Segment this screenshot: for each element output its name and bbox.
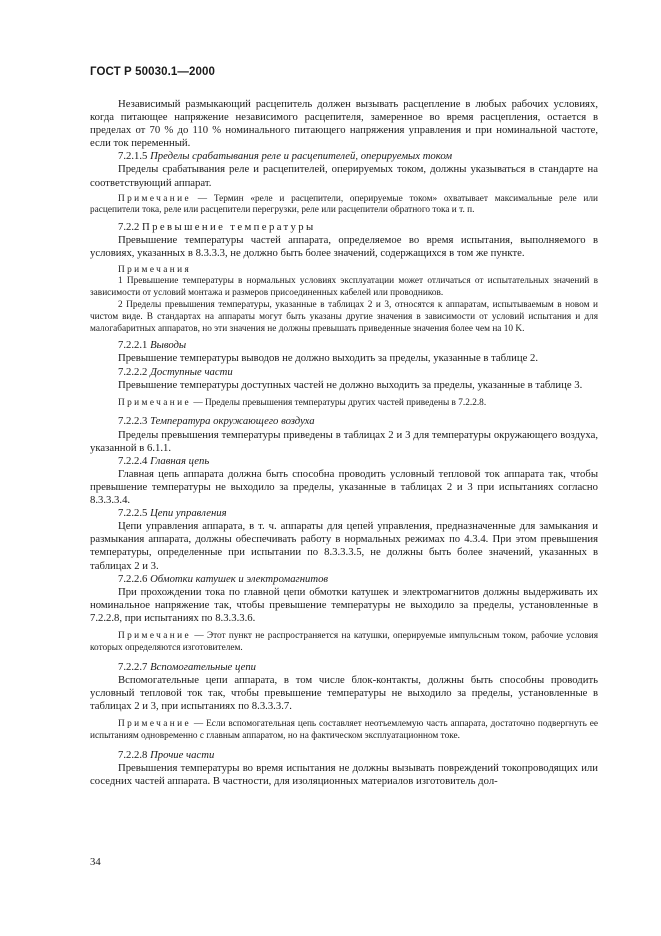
paragraph: Превышения температуры во время испытания не должны вызывать повреждений токопроводящих или соседних частей аппарата. В частности, для изоляционных материалов изготовитель дол- bbox=[90, 761, 598, 787]
section-heading-7-2-2-1: 7.2.2.1 Выводы bbox=[118, 339, 187, 352]
note: Примечание — Термин «реле и расцепители, оперируемые током» охватывает максимальные реле или расцепители тока, реле или расцепители перегрузки, реле или расцепители обратного тока и т. п. bbox=[90, 193, 598, 216]
paragraph: Цепи управления аппарата, в т. ч. аппараты для цепей управления, предназначенные для замыкания и размыкания аппарата, должны обеспечивать работу в нормальных режимах по 4.3.4. При этом превышения температуры, определенные при испытании по 8.3.3.3.5, не должны быть более значений, указанных в таблицах 2 и 3. bbox=[90, 520, 598, 572]
note: Примечание — Этот пункт не распространяется на катушки, оперируемые импульсным током, рабочие условия которых определяются изготовителем. bbox=[90, 630, 598, 653]
note: 1 Превышение температуры в нормальных условиях эксплуатации может отличаться от испытательных значений в зависимости от условий монтажа и размеров присоединенных кабелей или проводников. bbox=[90, 276, 598, 299]
section-heading-7-2-2-7: 7.2.2.7 Вспомогательные цепи bbox=[118, 660, 257, 673]
page-body bbox=[90, 98, 598, 788]
section-heading-7-2-2-5: 7.2.2.5 Цепи управления bbox=[118, 507, 227, 520]
document-header: ГОСТ Р 50030.1—2000 bbox=[90, 66, 215, 78]
paragraph: Превышение температуры выводов не должно выходить за пределы, указанные в таблице 2. bbox=[118, 352, 539, 365]
paragraph: При прохождении тока по главной цепи обмотки катушек и электромагнитов должны выдерживать их номинальное напряжение так, чтобы превышение температуры не выходило за пределы, установленные в 7.2.2.8, при испытаниях по 8.3.3.3.6. bbox=[90, 585, 598, 624]
section-heading-7-2-2-8: 7.2.2.8 Прочие части bbox=[118, 748, 215, 761]
paragraph: Превышение температуры частей аппарата, определяемое во время испытания, выполняемого в условиях, указанных в 8.3.3.3, не должно быть более значений, содержащихся в том же пункте. bbox=[90, 234, 598, 260]
section-heading-7-2-2: 7.2.2 Превышение температуры bbox=[118, 221, 316, 234]
page-number: 34 bbox=[90, 856, 101, 868]
section-heading-7-2-2-4: 7.2.2.4 Главная цепь bbox=[118, 454, 210, 467]
section-heading-7-2-1-5: 7.2.1.5 Пределы срабатывания реле и расцепителей, оперируемых током bbox=[118, 150, 453, 163]
paragraph: Пределы срабатывания реле и расцепителей, оперируемых током, должны указываться в стандарте на соответствующий аппарат. bbox=[90, 163, 598, 189]
paragraph: Пределы превышения температуры приведены в таблицах 2 и 3 для температуры окружающего воздуха, указанной в 6.1.1. bbox=[90, 428, 598, 454]
paragraph: Независимый размыкающий расцепитель должен вызывать расцепление в любых рабочих условиях, когда питающее напряжение независимого расцепителя, замеренное во время расцепления, остается в пределах от 70 % до 110 % номинального питающего напряжения управления и при номинальной частоте, если ток переменный. bbox=[90, 98, 598, 150]
paragraph: Превышение температуры доступных частей не должно выходить за пределы, указанные в таблице 3. bbox=[118, 378, 583, 391]
notes-heading: Примечания bbox=[118, 264, 192, 275]
section-heading-7-2-2-2: 7.2.2.2 Доступные части bbox=[118, 365, 233, 378]
section-heading-7-2-2-6: 7.2.2.6 Обмотки катушек и электромагнитов bbox=[118, 572, 329, 585]
note: Примечание — Если вспомогательная цепь составляет неотъемлемую часть аппарата, достаточно подвергнуть ее испытаниям одновременно с главным аппаратом, но на фактическом эксплуатационном токе. bbox=[90, 718, 598, 741]
section-heading-7-2-2-3: 7.2.2.3 Температура окружающего воздуха bbox=[118, 415, 315, 428]
paragraph: Вспомогательные цепи аппарата, в том числе блок-контакты, должны быть способны проводить условный тепловой ток так, чтобы превышение температуры не выходило за пределы, установленные в таблицах 2 и 3, при испытаниях по 8.3.3.3.7. bbox=[90, 673, 598, 712]
paragraph: Главная цепь аппарата должна быть способна проводить условный тепловой ток аппарата так, чтобы превышение температуры не выходило за пределы, указанные в таблицах 2 и 3 при испытаниях согласно 8.3.3.3.4. bbox=[90, 467, 598, 507]
note: 2 Пределы превышения температуры, указанные в таблицах 2 и 3, относятся к аппаратам, испытываемым в новом и чистом виде. В стандартах на аппараты могут быть указаны другие значения в зависимости от условий испытания и для малогабаритных аппаратов, но эти значения не должны превышать приведенные значения более чем на 10 K. bbox=[90, 299, 598, 334]
note: Примечание — Пределы превышения температуры других частей приведены в 7.2.2.8. bbox=[118, 397, 487, 408]
